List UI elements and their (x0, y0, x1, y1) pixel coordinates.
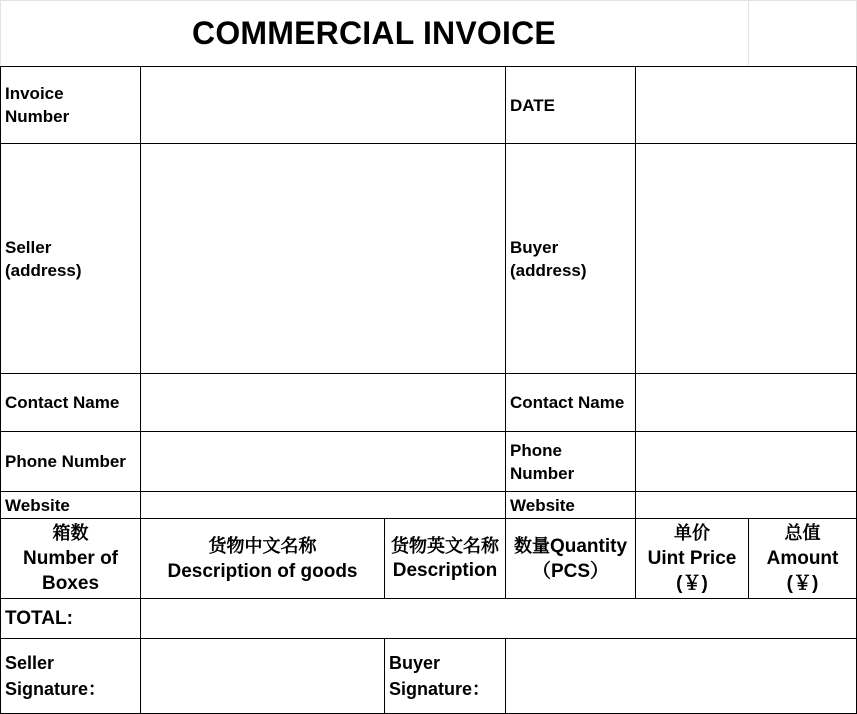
seller-signature-label: Seller Signature： (0, 638, 141, 714)
buyer-website-label: Website (505, 491, 636, 519)
seller-contact-name-label: Contact Name (0, 373, 141, 432)
date-field[interactable] (635, 66, 857, 144)
buyer-phone-label: Phone Number (505, 431, 636, 492)
seller-phone-label: Phone Number (0, 431, 141, 492)
column-header-boxes: 箱数 Number of Boxes (0, 518, 141, 599)
buyer-address-field[interactable] (635, 143, 857, 374)
seller-website-field[interactable] (140, 491, 506, 519)
title-gridline (748, 0, 749, 66)
total-label: TOTAL: (0, 598, 141, 639)
column-header-description-en: 货物英文名称 Description (384, 518, 506, 599)
buyer-signature-field[interactable] (505, 638, 857, 714)
column-header-amount: 总值 Amount (￥) (748, 518, 857, 599)
page-title: COMMERCIAL INVOICE (192, 14, 556, 51)
seller-address-field[interactable] (140, 143, 506, 374)
buyer-address-label: Buyer (address) (505, 143, 636, 374)
column-header-quantity: 数量Quantity （PCS） (505, 518, 636, 599)
buyer-website-field[interactable] (635, 491, 857, 519)
invoice-number-field[interactable] (140, 66, 506, 144)
total-field[interactable] (140, 598, 857, 639)
buyer-phone-field[interactable] (635, 431, 857, 492)
seller-signature-field[interactable] (140, 638, 385, 714)
column-header-description-cn: 货物中文名称 Description of goods (140, 518, 385, 599)
title-row (0, 0, 857, 66)
seller-address-label: Seller (address) (0, 143, 141, 374)
seller-phone-field[interactable] (140, 431, 506, 492)
column-header-unit-price: 单价 Uint Price (￥) (635, 518, 749, 599)
buyer-contact-name-field[interactable] (635, 373, 857, 432)
seller-contact-name-field[interactable] (140, 373, 506, 432)
invoice-number-label: Invoice Number (0, 66, 141, 144)
buyer-contact-name-label: Contact Name (505, 373, 636, 432)
buyer-signature-label: Buyer Signature： (384, 638, 506, 714)
date-label: DATE (505, 66, 636, 144)
seller-website-label: Website (0, 491, 141, 519)
